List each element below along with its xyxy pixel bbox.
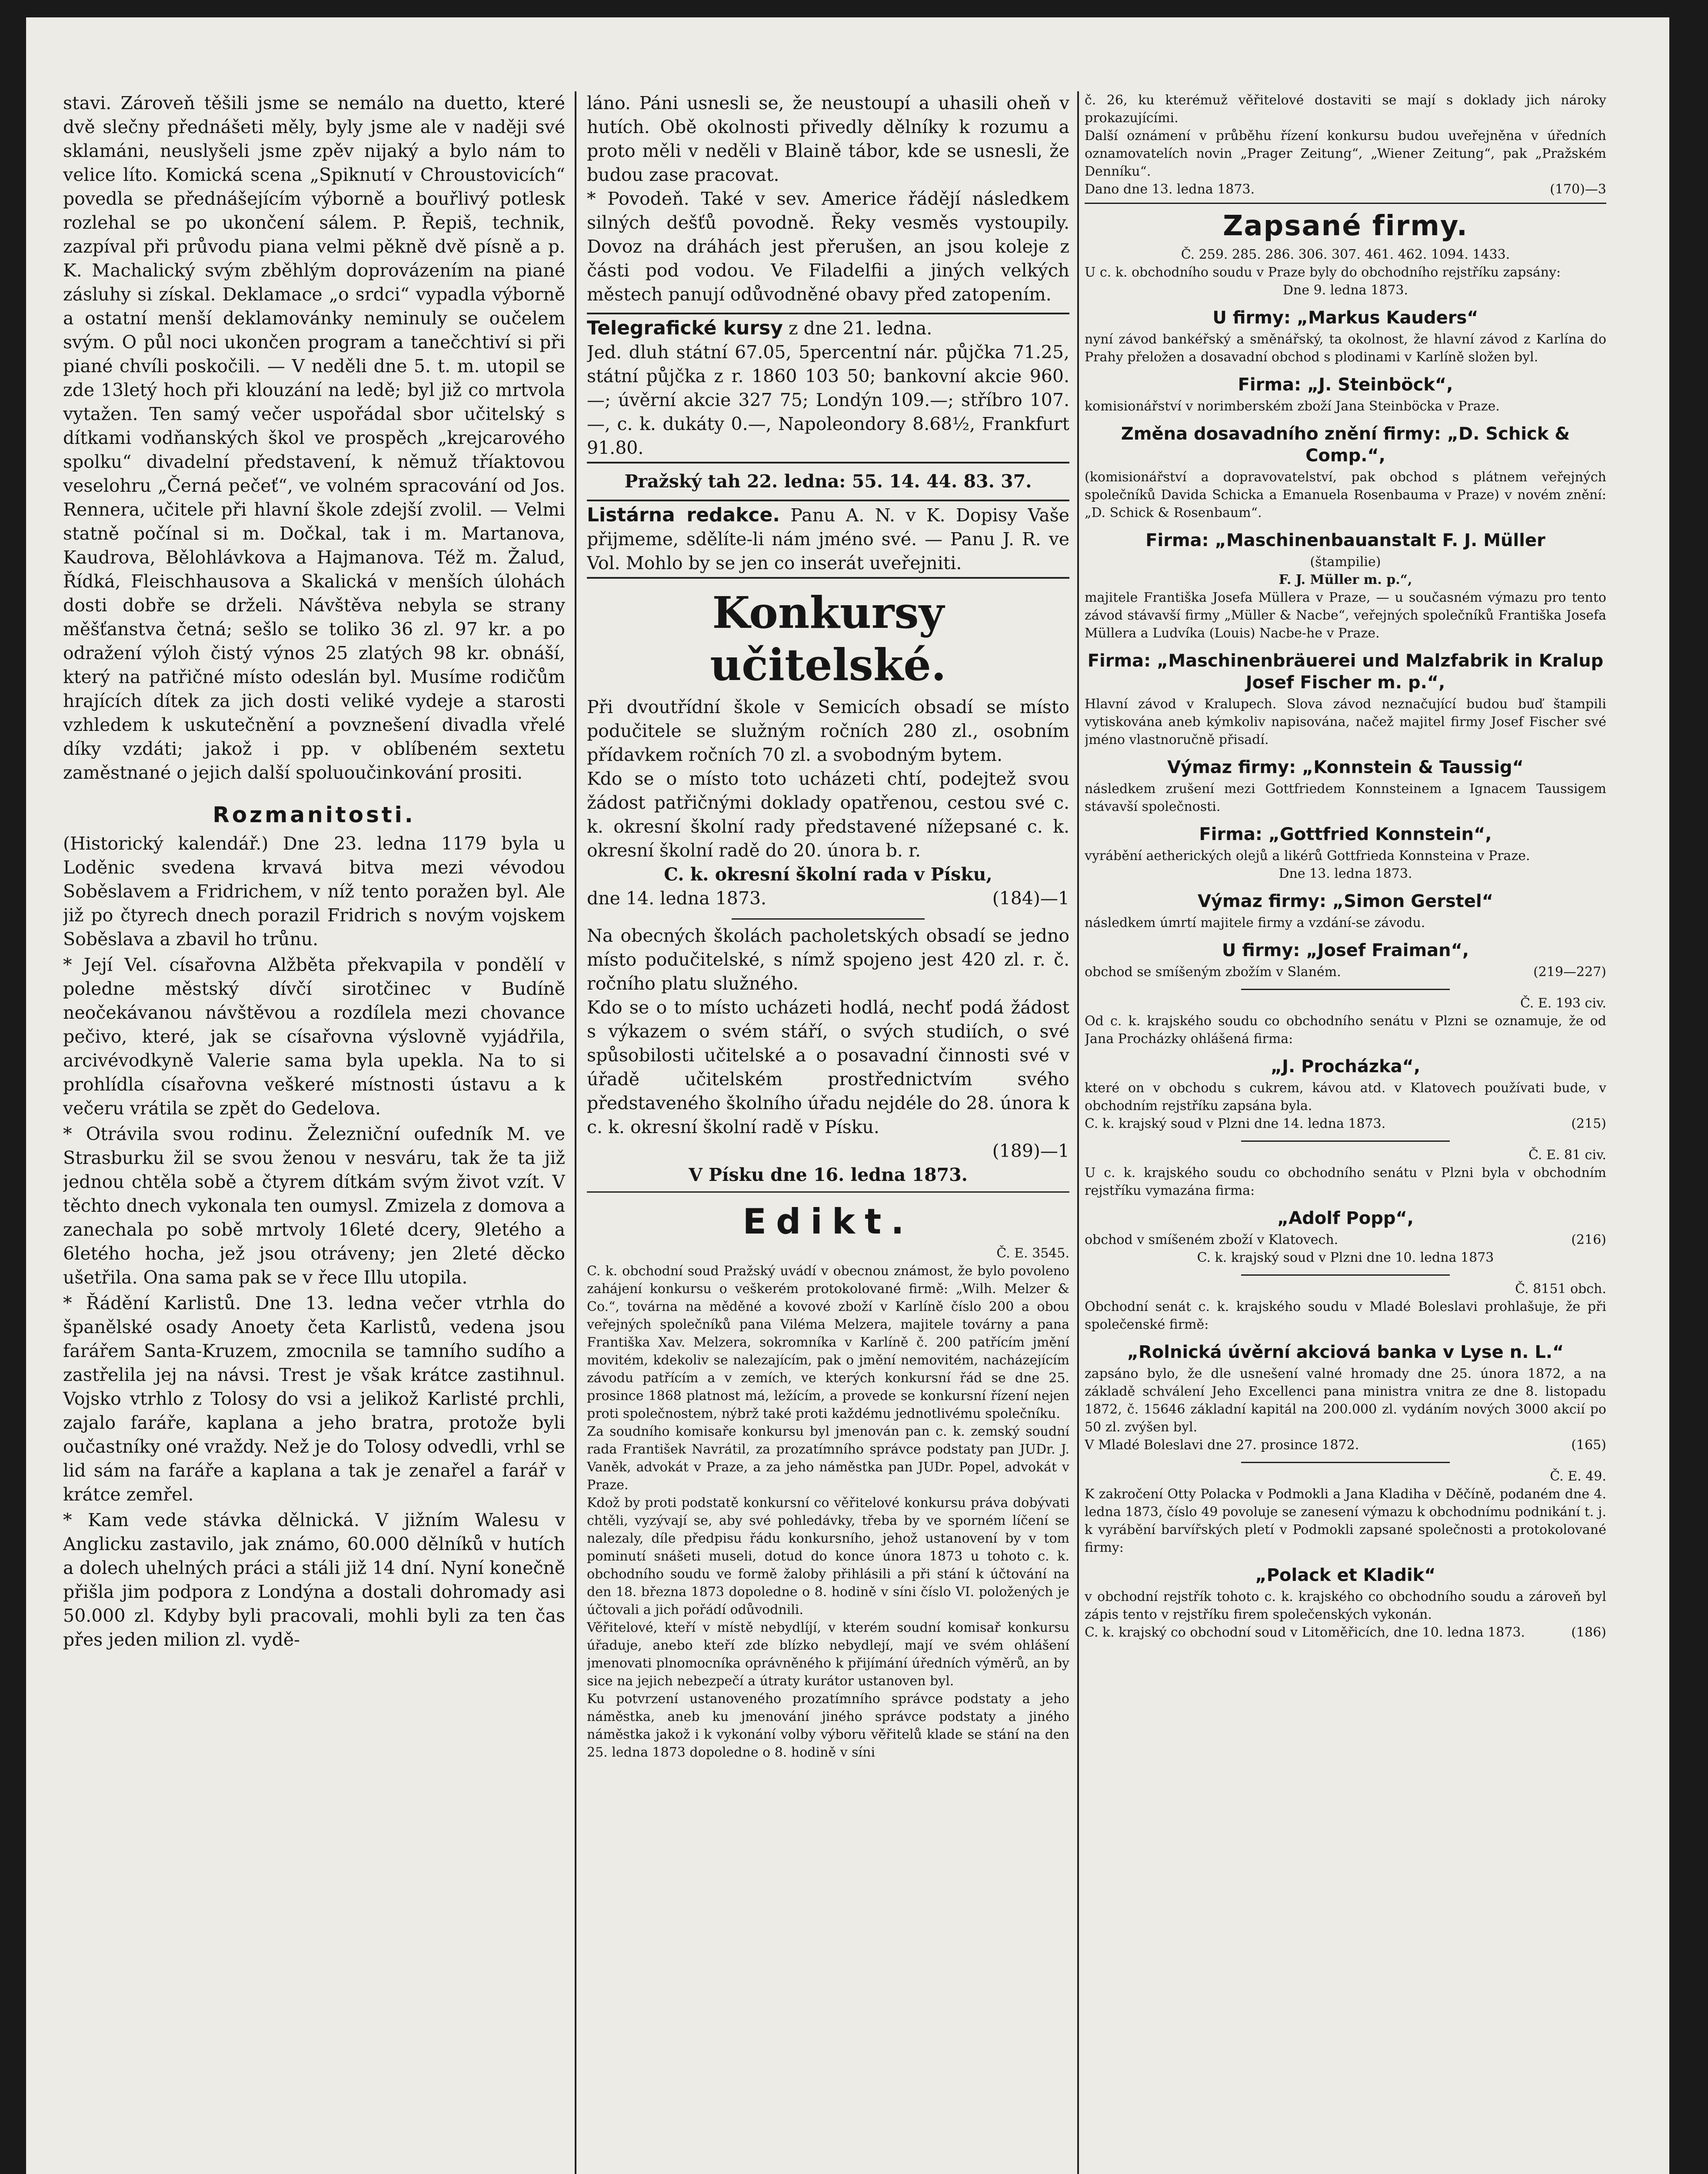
firm-heading: Firma: „Gottfried Konnstein“, (1199, 824, 1492, 844)
article-stavka: * Kam vede stávka dělnická. V jižním Walesu v Anglicku zastavilo, jak známo, 60.000 dělníků v hutích a dolech uhelných práci a stáli již 14 dní. Nyní konečně přišla jim podpora z Londýna a dostali dohromady asi 50.000 zl. Kdyby byli pracovali, mohli byli za ten čas přes jeden milion zl. vydě- (63, 1510, 565, 1650)
article-historicky-kalendar: (Historický kalendář.) Dne 23. ledna 1179 byla u Loděnic svedena krvavá bitva mezi vévodou Soběslavem a Fridrichem, v níž tento poražen byl. Ale již po čtyrech dnech porazil Fridrich s novým vojskem Soběslava a zbavil ho trůnu. (63, 833, 565, 950)
firm-heading: „Rolnická úvěrní akciová banka v Lyse n. L.“ (1127, 1342, 1564, 1362)
firm-stamp: (štampilie) (1310, 554, 1381, 570)
firm-heading: Firma: „J. Steinböck“, (1238, 375, 1453, 395)
edikt-date: Dano dne 13. ledna 1873. (1085, 182, 1255, 197)
case-number: Č. 8151 obch. (1515, 1281, 1606, 1297)
firm-heading: U firmy: „Josef Fraiman“, (1222, 940, 1469, 960)
firm-body: které on v obchodu s cukrem, kávou atd. v Klatovech používati bude, v obchodním rejstříku zapsána byla. (1085, 1080, 1606, 1114)
telegraf-heading: Telegrafické kursy (587, 317, 783, 339)
firm-ref-number: (216) (1571, 1232, 1606, 1247)
edikt-number: Č. E. 3545. (996, 1246, 1069, 1261)
notice-body: Od c. k. krajského soudu co obchodního senátu v Plzni se oznamuje, že od Jana Procházky ohlášená firma: (1085, 1014, 1606, 1047)
notice-body: U c. k. krajského soudu co obchodního senátu v Plzni byla v obchodním rejstříku vymazána firma: (1085, 1165, 1606, 1198)
article-continued: láno. Páni usnesli se, že neustoupí a uhasili oheň v hutích. Obě okolnosti přivedly dělníky k rozumu a proto měli v neděli v Blaině tábor, kde se usnesli, že budou zase pracovat. (587, 93, 1069, 185)
firm-body: následkem úmrtí majitele firmy a vzdání-se závodu. (1085, 915, 1425, 930)
firm-ref-number: (215) (1571, 1116, 1606, 1131)
edikt-para-1: C. k. obchodní soud Pražský uvádí v obecnou známost, že bylo povoleno zahájení konkursu o veškerém protokolované firmě: „Wilh. Melzer & Co.“, továrna na měděné a kovové zboží v Karlíně číslo 200 a obou veřejných společníků pana Viléma Melzera, majitele továrny a pana Františka Xav. Melzera, sokromníka v Karlíně č. 200 patřícím jmění movitém, kdekoliv se nalezajícím, pak o jmění nemovitém, nacházejícím závodu patřícím a v zemích, ve kterých konkursní řád se dne 25. prosince 1868 platnost má, ležícím, a provede se konkursní řízení nejen proti společnostem, nýbrž také proti každému jednotlivému společníku. (587, 1264, 1069, 1421)
column-2 (587, 91, 1069, 2174)
court-signature: V Mladé Boleslavi dne 27. prosince 1872. (1085, 1437, 1359, 1453)
firm-heading: Firma: „Maschinenbräuerei und Malzfabrik in Kralup Josef Fischer m. p.“, (1087, 651, 1604, 693)
divider (1085, 203, 1606, 204)
court-signature: C. k. krajský co obchodní soud v Litoměřicích, dne 10. ledna 1873. (1085, 1625, 1525, 1640)
edikt-title: Edikt. (742, 1201, 914, 1242)
firm-heading: „Polack et Kladik“ (1255, 1565, 1436, 1585)
notice-body: K zakročení Otty Polacka v Podmokli a Jana Kladiha v Děčíně, podaném dne 4. ledna 1873, číslo 49 povoluje se zanesení výmazu k obchodnímu podnikání t. j. k vyrábění barvířských pletí v Podmokli zapsané společnosti a protokolované firmy: (1085, 1487, 1606, 1555)
zapsane-intro: U c. k. obchodního soudu v Praze byly do obchodního rejstříku zapsány: (1085, 265, 1561, 280)
newspaper-page (26, 17, 1669, 2174)
article-otravila: * Otrávila svou rodinu. Železniční oufedník M. ve Strasburku žil se svou ženou v nesváru, tak že ta již jednou chtěla sobě a čtyrem dítkám svým život vzít. V těchto dnech vykonala ten oumysl. Zmizela z domova a zanechala po sobě mrtvoly 16leté dcery, 9letého a 6letého hocha, jež jsou otráveny; jen 2leté děcko ušetřila. Ona sama pak se v řece Illu utopila. (63, 1124, 565, 1288)
firm-body: komisionářství v norimberském zboží Jana Steinböcka v Praze. (1085, 399, 1500, 414)
konkurs-2-number: (189)—1 (992, 1140, 1069, 1161)
firm-heading: „J. Procházka“, (1270, 1057, 1421, 1077)
firm-ref-number: (186) (1571, 1625, 1606, 1640)
article-povoden: * Povodeň. Také v sev. Americe řádějí následkem silných dešťů povodně. Řeky vesměs vystoupily. Dovoz na dráhách jest přerušen, an jsou koleje z části pod vodou. Ve Filadelfii a jiných velkých městech panují odůvodněné obavy před zatopením. (587, 188, 1069, 305)
firm-body: vyrábění aetherických olejů a likérů Gottfrieda Konnsteina v Praze. (1085, 848, 1530, 864)
edikt-continued: č. 26, ku kterémuž věřitelové dostaviti se mají s doklady jich nároky prokazujícími. (1085, 93, 1606, 126)
konkurs-1-date: dne 14. ledna 1873. (587, 888, 767, 909)
firm-body: obchod se smíšeným zbožím v Slaném. (1085, 964, 1341, 980)
case-number: Č. E. 49. (1550, 1469, 1606, 1484)
firm-body: Hlavní závod v Kralupech. Slova závod neznačující budou buď štampili vytiskována aneb kýmkoliv napisována, načež majitel firmy Josef Fischer své jméno vlastnoručně přisadí. (1085, 697, 1606, 747)
firm-ref-number: (219—227) (1533, 964, 1606, 980)
edikt-para-2: Za soudního komisaře konkursu byl jmenován pan c. k. zemský soudní rada František Navrátil, za prozatímního správce podstaty pan JUDr. J. Vaněk, advokát v Praze, a za jeho náměstka pan JUDr. Popel, advokát v Praze. (587, 1424, 1069, 1493)
zapsane-numbers: Č. 259. 285. 286. 306. 307. 461. 462. 1094. 1433. (1181, 247, 1510, 262)
article-alzbeta: * Její Vel. císařovna Alžběta překvapila v pondělí v poledne městský dívčí sirotčinec v Budíně neočekávanou návštěvou a rozdílela mezi chovance pečivo, které, jak se císařovna výslovně vyjádřila, arcivévodkyně Valerie sama byla upekla. Na to si prohlídla císařovna veškeré místnosti ústavu a k večeru vrátila se zpět do Gedelova. (63, 954, 565, 1119)
firm-date: Dne 13. ledna 1873. (1279, 866, 1412, 881)
firm-body: obchod v smíšeném zboží v Klatovech. (1085, 1232, 1338, 1247)
konkurs-2-signature: V Písku dne 16. ledna 1873. (689, 1164, 968, 1185)
divider (587, 1191, 1069, 1193)
telegraf-box (587, 313, 1069, 463)
zapsane-date: Dne 9. ledna 1873. (1282, 283, 1408, 298)
konkurs-2-body-2: Kdo se o to místo ucházeti hodlá, nechť podá žádost s výkazem o svém stáří, o svých studiích, o své spůsobilosti učitelské a o posavadní činnosti své v úřadě učitelském prostřednictvím svého představeného školního úřadu nejdéle do 28. února k c. k. okresní školní radě v Písku. (587, 997, 1069, 1137)
article-karliste: * Řádění Karlistů. Dne 13. ledna večer vtrhla do španělské osady Anoety četa Karlistů, vedena jsou farářem Santa-Kruzem, zmocnila se tamního sudího a zastřelila jej na návsi. Trest je však krátce zastihnul. Vojsko vtrhlo z Tolosy do vsi a jelikož Karlisté prchli, zajalo faráře, kaplana a jeho bratra, protože byli oučastníky oné vraždy. Než je do Tolosy odvedli, vrhl se lid sám na faráře a kaplana a tak je zenařel a farář v krátce zemřel. (63, 1293, 565, 1505)
firm-body: následkem zrušení mezi Gottfriedem Konnsteinem a Ignacem Taussigem stávavší společnosti. (1085, 781, 1606, 814)
article-intro: stavi. Zároveň těšili jsme se nemálo na duetto, které dvě slečny přednášeti měly, byly jsme ale v naději své sklamáni, neuslyšeli jsme zpěv nijaký a bylo nám to velice líto. Komická scena „Spiknutí v Chroustovicích“ povedla se přednášejícím výborně a bouřlivý potlesk rozlehal se po ukončení sálem. P. Řepiš, technik, zazpíval při průvodu piana velmi pěkně dvě písně a p. K. Machalický svým zběhlým doprovázením na piané zásluhy si získal. Deklamace „o srdci“ vypadla výborně a ostatní menší deklamovánky neminuly se oučelem svým. O půl noci ukončen program a tanečchtiví si při piané chvíli poskočili. — V neděli dne 5. t. m. utopil se zde 13letý hoch při klouzání na ledě; byl již co mrtvola vytažen. Ten samý večer uspořádal sbor učitelský s dítkami vodňanských škol ve prospěch „krejcarového spolku“ divadelní představení, k němuž tříaktovou veselohru „Černá pečeť“, ve volném spracování od Jos. Rennera, učitele při hlavní škole zdejší zvolil. — Velmi statně počínal si m. Dočkal, tak i m. Martanova, Kaudrova, Bělohlávkova a Hajmanova. Též m. Žalud, Řídká, Fleischhausova a Skalická v menších úlohách dosti dobře se drželi. Návštěva nebyla se strany měšťanstva četná; sešlo se toliko 36 zl. 97 kr. a po odražení výloh čistý výnos 25 zlatých 98 kr. obnáší, který na patřičné místo odeslán byl. Musíme rodičům hrajících dítek za jich dosti veliké vydeje a starosti vzhledem k uskutečnění a povznešení divadla vřelé díky vzdáti; jakož i pp. v oblíbeném sextetu zaměstnané o jejich další spoluoučinkování prositi. (63, 93, 565, 783)
notice-body: Obchodní senát c. k. krajského soudu v Mladé Boleslavi prohlašuje, že při společenské firmě: (1085, 1299, 1606, 1332)
konkurs-1-body-2: Kdo se o místo toto ucházeti chtí, podejtež svou žádost patřičnými doklady opatřenou, cestou své c. k. okresní školní rady představené nížepsané c. k. okresní školní radě do 20. února b. r. (587, 768, 1069, 861)
telegraf-date: z dne 21. ledna. (788, 318, 932, 339)
firm-heading: U firmy: „Markus Kauders“ (1212, 308, 1478, 328)
firm-body: v obchodní rejstřík tohoto c. k. krajského co obchodního soudu a zároveň byl zápis tento v rejstříku firem společenských vykonán. (1085, 1589, 1606, 1622)
konkurs-2-body: Na obecných školách pacholetských obsadí se jedno místo podučitelské, s nímž spojeno jest 420 zl. r. č. ročního platu služného. (587, 925, 1069, 994)
listarna-body: Panu A. N. v K. Dopisy Vaše přijmeme, sdělíte-li nám jméno své. — Panu J. R. ve Vol. Mohlo by se jen co inserát uveřejniti. (587, 505, 1069, 574)
firm-heading: Výmaz firmy: „Simon Gerstel“ (1197, 891, 1494, 911)
listarna-box (587, 500, 1069, 579)
listarna-heading: Listárna redakce. (587, 504, 780, 526)
zapsane-firmy-title: Zapsané firmy. (1222, 210, 1468, 242)
column-1 (63, 91, 565, 2174)
firm-heading: „Adolf Popp“, (1277, 1208, 1414, 1228)
divider (1241, 1462, 1450, 1463)
edikt-continued-2: Další oznámení v průběhu řízení konkursu budou uveřejněna v úředních oznamovatelích novin „Prager Zeitung“, „Wiener Zeitung“, pak „Pražském Denníku“. (1085, 128, 1606, 179)
firm-body: majitele Františka Josefa Müllera v Praze, — u současném výmazu pro tento závod stávavší firmy „Müller & Nacbe“, veřejných společníků Františka Josefa Müllera a Ludvíka (Louis) Nacbe-he v Praze. (1085, 590, 1606, 641)
firm-heading: Změna dosavadního znění firmy: „D. Schick & Comp.“, (1121, 424, 1570, 466)
section-title-rozmanitosti: Rozmanitosti. (213, 802, 416, 827)
column-rule-2 (1077, 91, 1079, 2174)
firm-body: nyní závod bankéřský a směnářský, ta okolnost, že hlavní závod z Karlína do Prahy přeložen a dosavadní obchod s plodinami v Karlíně složen byl. (1085, 332, 1606, 365)
firm-signature: F. J. Müller m. p.“, (1279, 572, 1412, 587)
konkurs-1-body: Při dvoutřídní škole v Semicích obsadí se místo podučitele se služným ročních 280 zl., osobním přídavkem ročních 70 zl. a svobodným bytem. (587, 697, 1069, 765)
edikt-para-3: Kdož by proti podstatě konkursní co věřitelové konkursu práva dobývati chtěli, vyzývají se, aby své pohledávky, třeba by ve sporném líčení se nalezaly, díle předpisu řádu konkursního, jehož ustanovení by v tom pominutí snášeti museli, dotud do konce února 1873 u tohoto c. k. obchodního soudu ve formě žaloby přihlásili a při stání k účtování na den 18. března 1873 dopoledne o 8. hodině v síni číslo VI. položených je účtovali a jich pořádí odůvodnili. (587, 1495, 1069, 1617)
edikt-para-4: Věřitelové, kteří v místě nebydlíjí, v kterém soudní komisař konkursu úřaduje, anebo kteří zde blízko nebydlejí, mají ve svém ohlášení jmenovati plnomocníka oprávněného k přijímání úředních výměrů, an by sice na jejich nebezpečí a útraty kurátor ustanoven byl. (587, 1620, 1069, 1689)
case-number: Č. E. 193 civ. (1520, 996, 1606, 1011)
column-3 (1085, 91, 1606, 2135)
case-number: Č. E. 81 civ. (1528, 1147, 1606, 1163)
divider (1241, 1140, 1450, 1142)
firm-body: zapsáno bylo, že dle usnešení valné hromady dne 25. února 1872, a na základě schválení Jeho Excellenci pana ministra vnitra ze dne 8. listopadu 1872, č. 15646 základní kapitál na 200.000 zl. vydáním nových 3000 akcií po 50 zl. zvýšen byl. (1085, 1366, 1606, 1435)
divider (1241, 1274, 1450, 1276)
telegraf-body: Jed. dluh státní 67.05, 5percentní nár. půjčka 71.25, státní půjčka z r. 1860 103 50; bankovní akcie 960.—; úvěrní akcie 327 75; Londýn 109.—; stříbro 107.—, c. k. dukáty 0.—, Napoleondory 8.68½, Frankfurt 91.80. (587, 342, 1069, 458)
firm-heading: Výmaz firmy: „Konnstein & Taussig“ (1167, 757, 1524, 777)
firm-heading: Firma: „Maschinenbauanstalt F. J. Müller (1145, 530, 1545, 550)
column-rule-1 (575, 91, 576, 2174)
divider (1241, 989, 1450, 990)
firm-body: (komisionářství a dopravovatelství, pak obchod s plátnem veřejných společníků Davida Schicka a Emanuela Rosenbauma v Praze) v novém znění: „D. Schick & Rosenbaum“. (1085, 470, 1606, 520)
konkurs-1-number: (184)—1 (992, 888, 1069, 909)
court-signature: C. k. krajský soud v Plzni dne 14. ledna 1873. (1085, 1116, 1386, 1131)
edikt-para-5: Ku potvrzení ustanoveného prozatímního správce podstaty a jeho náměstka, aneb ku jmenování jiného správce podstaty a jiného náměstka jakož i k vykonání volby výboru věřitelů klade se stání na den 25. ledna 1873 dopoledne o 8. hodině v síni (587, 1691, 1069, 1760)
konkursy-title: Konkursy učitelské. (710, 587, 946, 690)
firm-ref-number: (165) (1571, 1437, 1606, 1453)
divider (732, 918, 925, 920)
edikt-ref-number: (170)—3 (1550, 182, 1606, 197)
prazsky-tah: Pražský tah 22. ledna: 55. 14. 44. 83. 37. (624, 471, 1032, 492)
konkurs-1-signature: C. k. okresní školní rada v Písku, (664, 864, 992, 885)
court-signature: C. k. krajský soud v Plzni dne 10. ledna 1873 (1197, 1250, 1494, 1265)
